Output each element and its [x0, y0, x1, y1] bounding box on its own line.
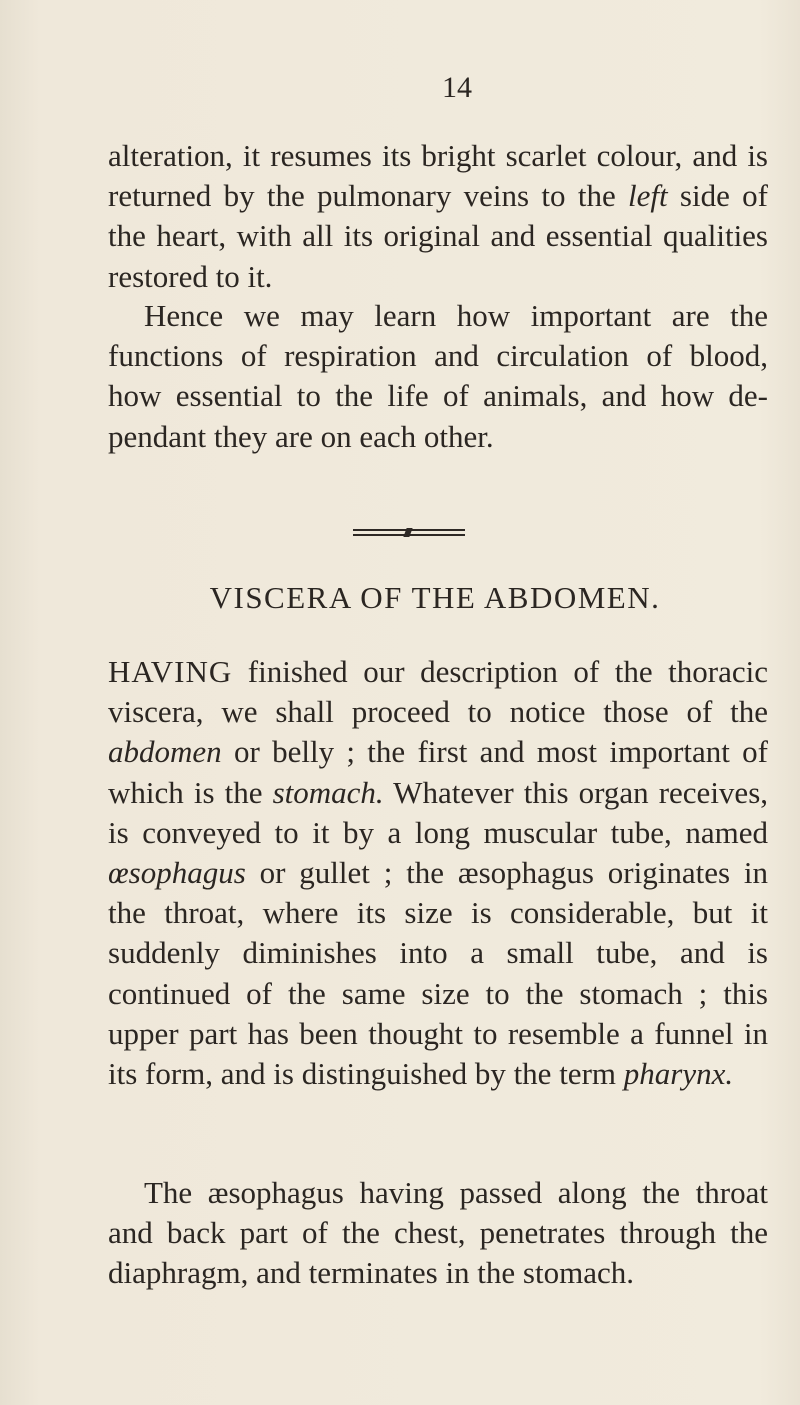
italic-abdomen: abdomen [108, 734, 222, 770]
paragraph-hence [108, 296, 768, 457]
lead-word: HAVING [108, 654, 233, 689]
aesophagus-text: The æsophagus having passed along the throat and back part of the chest, penetrates through the diaphragm, and terminates in the stomach. [108, 1175, 768, 1291]
italic-left: left [628, 178, 668, 214]
having-text-3: Whatever this organ receives, is conveyed to it by a long muscular tube, named [108, 774, 769, 850]
having-text-2: or belly ; the first and most important of which is the [108, 734, 768, 810]
having-text-4: or gullet ; the æsophagus originates in the throat, where its size is considerable, but it suddenly diminishes into a small tube, and is continued of the same size to the stomach ; this upper part has been thought to resemble a funnel in its form, and is distinguished by the term [108, 855, 768, 1092]
paragraph-having [108, 652, 768, 1094]
paragraph-aesophagus [108, 1173, 768, 1294]
italic-oesophagus: œsophagus [108, 855, 246, 891]
continuation-text: alteration, it resumes its bright scarlet colour, and is returned by the pulmonary veins to the [108, 138, 768, 214]
paragraph-continuation [108, 136, 768, 297]
italic-pharynx: pharynx. [623, 1056, 734, 1092]
continuation-text-end: side of the heart, with all its original and essential qualities restored to it. [108, 178, 768, 294]
having-text-1: finished our description of the thoracic viscera, we shall proceed to notice those of the [108, 654, 768, 730]
section-heading: VISCERA OF THE ABDOMEN. [209, 580, 661, 615]
page-number: 14 [442, 71, 472, 104]
italic-stomach: stomach. [272, 774, 384, 810]
section-divider-ornament [353, 528, 465, 538]
hence-text: Hence we may learn how important are the functions of respiration and circulation of blood, how essential to the life of animals, and how dependant they are on each other. [108, 298, 768, 454]
